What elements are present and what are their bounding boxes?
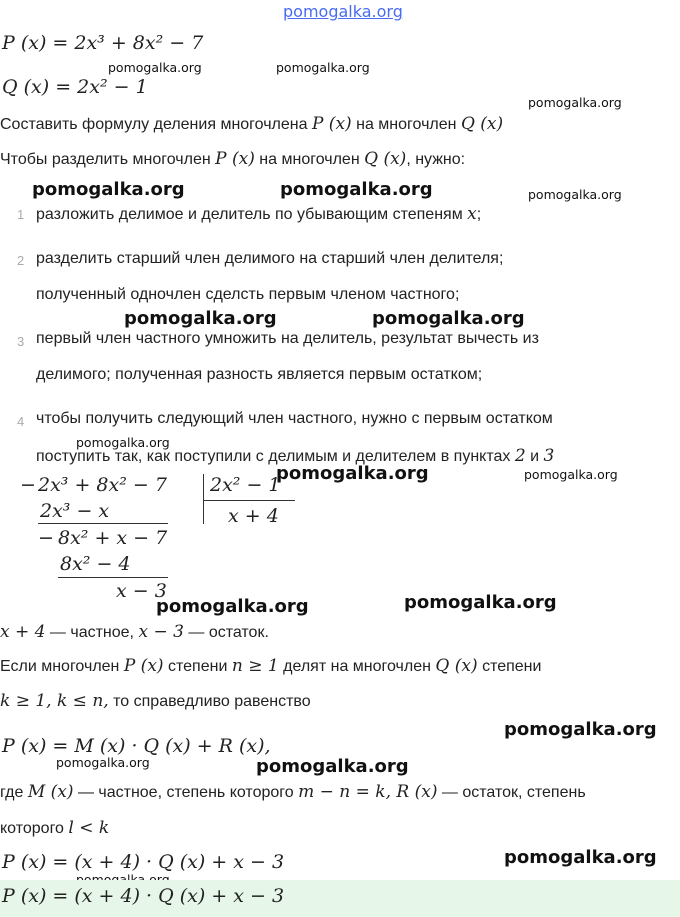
step-ref: 2 [514,446,526,466]
divisor-bar [203,474,204,524]
watermark: pomogalka.org [56,755,150,770]
theory-text: которого [0,820,64,837]
watermark: pomogalka.org [76,435,170,450]
watermark: pomogalka.org [524,467,618,482]
step-text: разложить делимое и делитель по убывающим степеням [36,206,463,223]
polynomial-p: P (x) = 2x³ + 8x² − 7 [2,32,204,54]
theory-text: делят на многочлен [283,658,431,675]
dividend: 2x³ + 8x² − 7 [38,474,167,496]
step-and: и [530,448,540,465]
divisor-rule [203,500,295,501]
theory-math: M (x) [27,782,74,802]
step-1-text [36,204,481,224]
watermark: pomogalka.org [528,95,622,110]
task-q: Q (x) [460,114,504,134]
step-4-line1: чтобы получить следующий член частного, нужно с первым остатком [36,410,553,427]
step-3-line1: первый член частного умножить на делитель, результат вычесть из [36,330,539,347]
theory-line-2 [0,691,311,711]
division-rule [58,577,168,578]
minus-sign: − [20,474,36,496]
step-2-line2: полученный одночлен сделсть первым членом частного; [36,286,460,303]
step-end: ; [476,206,482,223]
step-text: поступить так, как поступили с делимым и делителем в пунктах [36,448,511,465]
step-ref: 3 [543,446,555,466]
watermark-link[interactable]: pomogalka.org [283,2,403,21]
intro-mid: на многочлен [259,151,360,168]
theory-math: P (x) [123,656,164,676]
theory-text: Если многочлен [0,658,120,675]
quotient: x + 4 [228,505,279,527]
step-number: 2 [17,253,25,268]
step-3-line2: делимого; полученная разность является первым остатком; [36,366,483,383]
final-formula: P (x) = (x + 4) · Q (x) + x − 3 [2,851,285,873]
watermark: pomogalka.org [504,847,657,868]
intro-tail: , нужно: [406,151,466,168]
theory-math: n ≥ 1 [231,656,279,676]
theory-line-4 [0,818,109,838]
watermark: pomogalka.org [124,308,277,329]
remainder-2: x − 3 [116,580,167,602]
theory-text: — остаток, степень [441,784,586,801]
intro-text: Чтобы разделить многочлен [0,151,211,168]
intro-line [0,149,465,169]
watermark: pomogalka.org [276,463,429,484]
intro-q: Q (x) [364,149,407,169]
theory-line-1 [0,656,541,676]
theory-math: Q (x) [435,656,478,676]
result-remainder: x − 3 [138,622,184,642]
watermark: pomogalka.org [108,60,202,75]
watermark: pomogalka.org [280,179,433,200]
result-quotient-label: — частное, [45,624,139,641]
division-formula: P (x) = M (x) · Q (x) + R (x), [2,735,271,757]
minus-sign: − [38,527,54,549]
theory-text: степени [482,658,542,675]
theory-text: — частное, степень которого [77,784,294,801]
subtrahend-2: 8x² − 4 [60,553,131,575]
watermark: pomogalka.org [276,60,370,75]
polynomial-q: Q (x) = 2x² − 1 [2,76,148,98]
subtrahend-1: 2x³ − x [40,500,110,522]
theory-math: l < k [68,818,110,838]
task-p: P (x) [311,114,352,134]
theory-line-3 [0,782,586,802]
task-mid: на многочлен [356,116,457,133]
watermark: pomogalka.org [32,179,185,200]
answer-formula: P (x) = (x + 4) · Q (x) + x − 3 [2,885,285,907]
theory-text: степени [168,658,228,675]
task-line [0,114,503,134]
result-remainder-label: — остаток. [183,624,269,641]
watermark: pomogalka.org [404,592,557,613]
step-number: 3 [17,334,25,349]
theory-text: где [0,784,24,801]
result-quotient: x + 4 [0,622,46,642]
watermark: pomogalka.org [156,596,309,617]
theory-math: k ≥ 1, k ≤ n, [0,691,109,711]
watermark: pomogalka.org [372,308,525,329]
step-var: x [467,204,477,224]
watermark: pomogalka.org [504,719,657,740]
step-number: 1 [17,207,25,222]
theory-text: то справедливо равенство [113,693,311,710]
intro-p: P (x) [215,149,255,169]
division-rule [38,523,168,524]
result-line [0,622,269,642]
divisor: 2x² − 1 [210,474,281,496]
theory-math: m − n = k, R (x) [298,782,438,802]
watermark: pomogalka.org [256,756,409,777]
watermark: pomogalka.org [528,187,622,202]
step-number: 4 [17,414,25,429]
remainder-1: 8x² + x − 7 [58,527,168,549]
step-2-line1: разделить старший член делимого на старший член делителя; [36,250,504,267]
task-text: Составить формулу деления многочлена [0,116,308,133]
